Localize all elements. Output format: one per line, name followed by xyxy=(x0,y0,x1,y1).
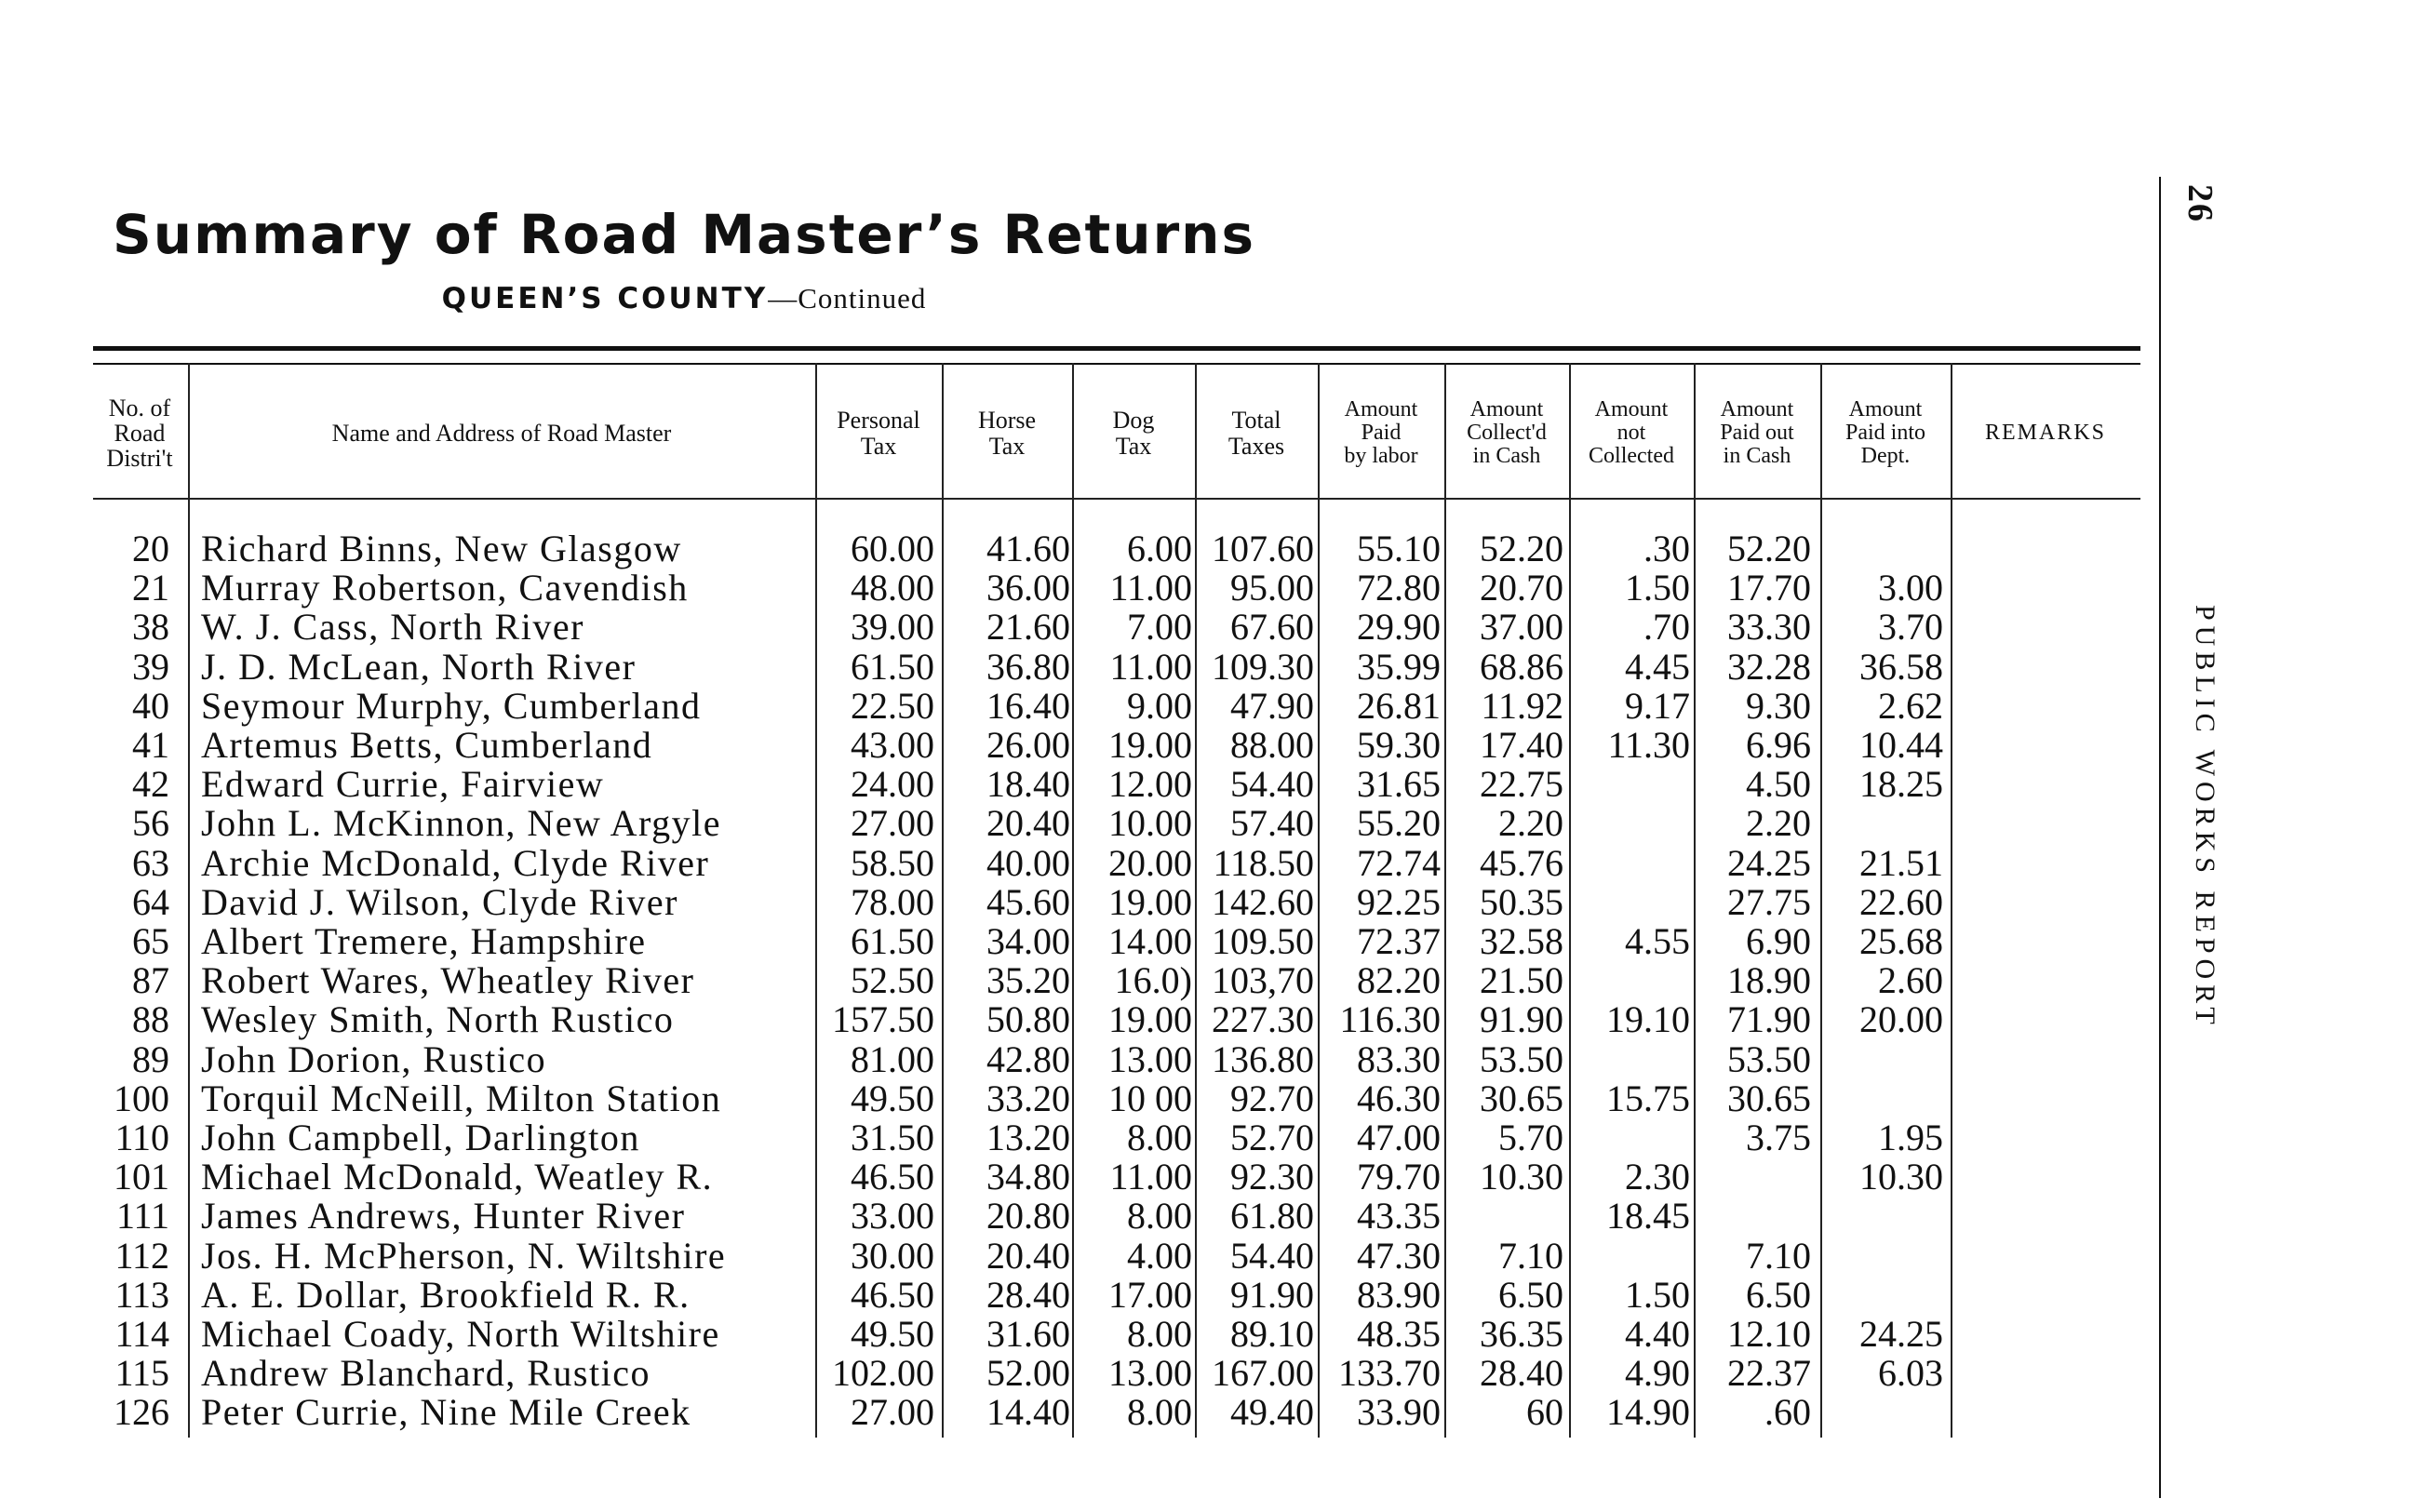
cell-personal-tax: 157.50 xyxy=(832,998,934,1041)
cell-district: 101 xyxy=(114,1156,169,1198)
cell-paid-out-cash: 52.20 xyxy=(1727,528,1811,569)
cell-name: Michael McDonald, Weatley R. xyxy=(201,1156,714,1198)
cell-personal-tax: 46.50 xyxy=(851,1273,934,1316)
cell-paid-by-labor: 59.30 xyxy=(1357,724,1441,766)
cell-dog-tax: 7.00 xyxy=(1127,606,1192,649)
cell-horse-tax: 41.60 xyxy=(986,528,1070,569)
cell-dog-tax: 6.00 xyxy=(1127,528,1192,569)
cell-dog-tax: 9.00 xyxy=(1127,684,1192,727)
cell-paid-out-cash: 17.70 xyxy=(1727,567,1811,609)
cell-district: 89 xyxy=(132,1037,169,1080)
cell-paid-out-cash: 30.65 xyxy=(1727,1077,1811,1119)
cell-not-collected: 4.45 xyxy=(1625,645,1690,688)
cell-horse-tax: 21.60 xyxy=(986,606,1070,649)
header-paid-into-dept: Amount Paid into Dept. xyxy=(1844,396,1925,469)
cell-dog-tax: 13.00 xyxy=(1108,1037,1192,1080)
cell-paid-out-cash: 6.50 xyxy=(1746,1273,1811,1316)
cell-collected-cash: 28.40 xyxy=(1480,1352,1563,1395)
cell-paid-out-cash: .60 xyxy=(1764,1391,1811,1434)
running-header: PUBLIC WORKS REPORT xyxy=(2190,605,2220,1030)
cell-dog-tax: 11.00 xyxy=(1109,1156,1192,1198)
cell-horse-tax: 40.00 xyxy=(986,841,1070,884)
cell-collected-cash: 45.76 xyxy=(1480,841,1563,884)
cell-horse-tax: 50.80 xyxy=(986,998,1070,1041)
cell-total-taxes: 227.30 xyxy=(1212,998,1314,1041)
cell-personal-tax: 52.50 xyxy=(851,959,934,1002)
cell-personal-tax: 31.50 xyxy=(851,1117,934,1158)
cell-collected-cash: 91.90 xyxy=(1480,998,1563,1041)
cell-name: Wesley Smith, North Rustico xyxy=(201,998,675,1041)
cell-collected-cash: 32.58 xyxy=(1480,920,1563,962)
cell-paid-by-labor: 82.20 xyxy=(1357,959,1441,1002)
header-total-taxes: Total Taxes xyxy=(1227,407,1285,460)
cell-not-collected: .70 xyxy=(1643,606,1690,649)
cell-paid-out-cash: 12.10 xyxy=(1727,1313,1811,1355)
cell-personal-tax: 61.50 xyxy=(851,645,934,688)
cell-paid-by-labor: 92.25 xyxy=(1357,880,1441,923)
cell-personal-tax: 78.00 xyxy=(851,880,934,923)
cell-total-taxes: 92.30 xyxy=(1230,1156,1314,1198)
page-subtitle xyxy=(0,282,1368,315)
cell-dog-tax: 8.00 xyxy=(1127,1117,1192,1158)
cell-horse-tax: 36.80 xyxy=(986,645,1070,688)
cell-paid-into-dept: 2.62 xyxy=(1878,684,1943,727)
table-row xyxy=(0,1234,2140,1277)
table-row xyxy=(0,529,2140,569)
cell-personal-tax: 46.50 xyxy=(851,1156,934,1198)
cell-not-collected: 4.55 xyxy=(1625,920,1690,962)
cell-district: 110 xyxy=(114,1117,169,1158)
cell-not-collected: 2.30 xyxy=(1625,1156,1690,1198)
cell-collected-cash: 7.10 xyxy=(1498,1234,1563,1277)
cell-not-collected: 14.90 xyxy=(1606,1391,1690,1434)
cell-dog-tax: 16.0) xyxy=(1114,959,1192,1002)
cell-paid-out-cash: 24.25 xyxy=(1727,841,1811,884)
cell-collected-cash: 36.35 xyxy=(1480,1313,1563,1355)
cell-horse-tax: 36.00 xyxy=(986,567,1070,609)
cell-personal-tax: 61.50 xyxy=(851,920,934,962)
header-not-collected: Amount not Collected xyxy=(1589,396,1674,469)
cell-paid-by-labor: 83.90 xyxy=(1357,1273,1441,1316)
header-remarks: REMARKS xyxy=(1984,420,2107,445)
cell-collected-cash: 20.70 xyxy=(1480,567,1563,609)
cell-horse-tax: 28.40 xyxy=(986,1273,1070,1316)
cell-horse-tax: 33.20 xyxy=(986,1077,1070,1119)
cell-dog-tax: 4.00 xyxy=(1127,1234,1192,1277)
table-row xyxy=(0,645,2140,688)
cell-total-taxes: 91.90 xyxy=(1230,1273,1314,1316)
cell-paid-into-dept: 21.51 xyxy=(1859,841,1943,884)
cell-paid-into-dept: 1.95 xyxy=(1878,1117,1943,1158)
cell-name: John L. McKinnon, New Argyle xyxy=(201,802,721,845)
cell-paid-out-cash: 7.10 xyxy=(1746,1234,1811,1277)
table-row xyxy=(0,765,2140,804)
cell-total-taxes: 54.40 xyxy=(1230,1234,1314,1277)
header-collected-cash: Amount Collect'd in Cash xyxy=(1467,396,1547,469)
cell-paid-into-dept: 10.44 xyxy=(1859,724,1943,766)
cell-dog-tax: 11.00 xyxy=(1109,567,1192,609)
cell-not-collected: 11.30 xyxy=(1607,724,1690,766)
cell-paid-by-labor: 31.65 xyxy=(1357,763,1441,806)
cell-paid-into-dept: 2.60 xyxy=(1878,959,1943,1002)
table-row xyxy=(0,1393,2140,1432)
cell-district: 114 xyxy=(114,1313,169,1355)
cell-paid-out-cash: 3.75 xyxy=(1746,1117,1811,1158)
cell-horse-tax: 34.80 xyxy=(986,1156,1070,1198)
cell-collected-cash: 53.50 xyxy=(1480,1037,1563,1080)
cell-paid-out-cash: 27.75 xyxy=(1727,880,1811,923)
cell-personal-tax: 48.00 xyxy=(851,567,934,609)
table-row xyxy=(0,880,2140,923)
cell-name: Archie McDonald, Clyde River xyxy=(201,841,710,884)
cell-total-taxes: 47.90 xyxy=(1230,684,1314,727)
cell-paid-by-labor: 48.35 xyxy=(1357,1313,1441,1355)
header-dog-tax: Dog Tax xyxy=(1112,407,1155,460)
cell-personal-tax: 43.00 xyxy=(851,724,934,766)
cell-paid-into-dept: 22.60 xyxy=(1859,880,1943,923)
cell-not-collected: 1.50 xyxy=(1625,567,1690,609)
cell-name: W. J. Cass, North River xyxy=(201,606,584,649)
cell-district: 115 xyxy=(114,1352,169,1395)
cell-paid-out-cash: 6.96 xyxy=(1746,724,1811,766)
cell-dog-tax: 11.00 xyxy=(1109,645,1192,688)
subtitle-suffix: —Continued xyxy=(768,282,927,314)
cell-paid-out-cash: 9.30 xyxy=(1746,684,1811,727)
header-paid-out-cash: Amount Paid out in Cash xyxy=(1720,396,1794,469)
page-number: 26 xyxy=(2180,184,2220,223)
margin-rule xyxy=(2159,177,2161,1498)
cell-paid-by-labor: 43.35 xyxy=(1357,1195,1441,1238)
cell-collected-cash: 30.65 xyxy=(1480,1077,1563,1119)
cell-not-collected: 1.50 xyxy=(1625,1273,1690,1316)
cell-paid-out-cash: 4.50 xyxy=(1746,763,1811,806)
cell-paid-into-dept: 6.03 xyxy=(1878,1352,1943,1395)
cell-paid-out-cash: 53.50 xyxy=(1727,1037,1811,1080)
cell-district: 87 xyxy=(132,959,169,1002)
cell-district: 113 xyxy=(114,1273,169,1316)
cell-name: James Andrews, Hunter River xyxy=(201,1195,686,1238)
cell-not-collected: 9.17 xyxy=(1625,684,1690,727)
cell-personal-tax: 22.50 xyxy=(851,684,934,727)
cell-paid-by-labor: 72.80 xyxy=(1357,567,1441,609)
cell-total-taxes: 136.80 xyxy=(1212,1037,1314,1080)
cell-collected-cash: 10.30 xyxy=(1480,1156,1563,1198)
cell-paid-into-dept: 10.30 xyxy=(1859,1156,1943,1198)
cell-dog-tax: 8.00 xyxy=(1127,1195,1192,1238)
cell-total-taxes: 142.60 xyxy=(1212,880,1314,923)
cell-district: 42 xyxy=(132,763,169,806)
cell-horse-tax: 18.40 xyxy=(986,763,1070,806)
cell-name: Robert Wares, Wheatley River xyxy=(201,959,695,1002)
cell-name: J. D. McLean, North River xyxy=(201,645,637,688)
cell-collected-cash: 37.00 xyxy=(1480,606,1563,649)
cell-paid-out-cash: 32.28 xyxy=(1727,645,1811,688)
cell-personal-tax: 39.00 xyxy=(851,606,934,649)
cell-paid-by-labor: 72.74 xyxy=(1357,841,1441,884)
cell-horse-tax: 52.00 xyxy=(986,1352,1070,1395)
cell-name: Edward Currie, Fairview xyxy=(201,763,605,806)
cell-district: 88 xyxy=(132,998,169,1041)
header-rule xyxy=(93,498,2140,500)
cell-collected-cash: 68.86 xyxy=(1480,645,1563,688)
cell-total-taxes: 109.50 xyxy=(1212,920,1314,962)
cell-paid-by-labor: 47.00 xyxy=(1357,1117,1441,1158)
cell-collected-cash: 6.50 xyxy=(1498,1273,1563,1316)
cell-district: 38 xyxy=(132,606,169,649)
cell-dog-tax: 12.00 xyxy=(1108,763,1192,806)
cell-personal-tax: 49.50 xyxy=(851,1077,934,1119)
cell-total-taxes: 52.70 xyxy=(1230,1117,1314,1158)
cell-horse-tax: 20.80 xyxy=(986,1195,1070,1238)
cell-personal-tax: 58.50 xyxy=(851,841,934,884)
top-rule-thick xyxy=(93,346,2140,351)
cell-personal-tax: 27.00 xyxy=(851,802,934,845)
cell-horse-tax: 34.00 xyxy=(986,920,1070,962)
cell-total-taxes: 88.00 xyxy=(1230,724,1314,766)
cell-district: 111 xyxy=(115,1195,169,1238)
cell-total-taxes: 109.30 xyxy=(1212,645,1314,688)
cell-horse-tax: 45.60 xyxy=(986,880,1070,923)
cell-district: 39 xyxy=(132,645,169,688)
header-name: Name and Address of Road Master xyxy=(331,419,672,447)
cell-paid-into-dept: 36.58 xyxy=(1859,645,1943,688)
cell-collected-cash: 2.20 xyxy=(1498,802,1563,845)
cell-total-taxes: 92.70 xyxy=(1230,1077,1314,1119)
cell-total-taxes: 167.00 xyxy=(1212,1352,1314,1395)
cell-name: A. E. Dollar, Brookfield R. R. xyxy=(201,1273,691,1316)
cell-dog-tax: 10.00 xyxy=(1108,802,1192,845)
cell-horse-tax: 20.40 xyxy=(986,802,1070,845)
cell-personal-tax: 24.00 xyxy=(851,763,934,806)
cell-name: Michael Coady, North Wiltshire xyxy=(201,1313,720,1355)
top-rule-thin xyxy=(93,363,2140,365)
cell-dog-tax: 20.00 xyxy=(1108,841,1192,884)
county-name: QUEEN’S COUNTY xyxy=(441,282,769,315)
table-row xyxy=(0,569,2140,608)
cell-not-collected: 18.45 xyxy=(1606,1195,1690,1238)
cell-paid-by-labor: 55.10 xyxy=(1357,528,1441,569)
cell-paid-by-labor: 133.70 xyxy=(1338,1352,1441,1395)
cell-district: 41 xyxy=(132,724,169,766)
table-row xyxy=(0,684,2140,727)
cell-collected-cash: 17.40 xyxy=(1480,724,1563,766)
cell-paid-out-cash: 33.30 xyxy=(1727,606,1811,649)
cell-personal-tax: 102.00 xyxy=(832,1352,934,1395)
cell-horse-tax: 42.80 xyxy=(986,1037,1070,1080)
cell-horse-tax: 13.20 xyxy=(986,1117,1070,1158)
table-row xyxy=(0,726,2140,765)
cell-paid-by-labor: 26.81 xyxy=(1357,684,1441,727)
cell-district: 63 xyxy=(132,841,169,884)
header-district: No. of Road Distri't xyxy=(106,394,173,473)
cell-total-taxes: 54.40 xyxy=(1230,763,1314,806)
cell-name: Torquil McNeill, Milton Station xyxy=(201,1077,722,1119)
cell-paid-into-dept: 24.25 xyxy=(1859,1313,1943,1355)
cell-personal-tax: 81.00 xyxy=(851,1037,934,1080)
cell-dog-tax: 8.00 xyxy=(1127,1391,1192,1434)
cell-name: David J. Wilson, Clyde River xyxy=(201,880,678,923)
header-personal-tax: Personal Tax xyxy=(837,407,920,460)
cell-name: Peter Currie, Nine Mile Creek xyxy=(201,1391,691,1434)
cell-name: Artemus Betts, Cumberland xyxy=(201,724,653,766)
cell-personal-tax: 33.00 xyxy=(851,1195,934,1238)
cell-dog-tax: 10 00 xyxy=(1108,1077,1192,1119)
table-row xyxy=(0,1315,2140,1354)
cell-not-collected: 19.10 xyxy=(1606,998,1690,1041)
cell-personal-tax: 27.00 xyxy=(851,1391,934,1434)
cell-collected-cash: 11.92 xyxy=(1481,684,1563,727)
header-paid-by-labor: Amount Paid by labor xyxy=(1344,396,1418,469)
cell-name: Jos. H. McPherson, N. Wiltshire xyxy=(201,1234,727,1277)
table-row xyxy=(0,922,2140,961)
table-row xyxy=(0,1273,2140,1316)
page-title: Summary of Road Master’s Returns xyxy=(113,203,1255,266)
cell-dog-tax: 17.00 xyxy=(1108,1273,1192,1316)
cell-paid-into-dept: 25.68 xyxy=(1859,920,1943,962)
cell-personal-tax: 49.50 xyxy=(851,1313,934,1355)
cell-name: Andrew Blanchard, Rustico xyxy=(201,1352,651,1395)
cell-horse-tax: 14.40 xyxy=(986,1391,1070,1434)
cell-horse-tax: 16.40 xyxy=(986,684,1070,727)
cell-paid-by-labor: 116.30 xyxy=(1339,998,1441,1041)
cell-paid-out-cash: 22.37 xyxy=(1727,1352,1811,1395)
cell-dog-tax: 13.00 xyxy=(1108,1352,1192,1395)
cell-collected-cash: 5.70 xyxy=(1498,1117,1563,1158)
table-row xyxy=(0,1037,2140,1080)
cell-collected-cash: 21.50 xyxy=(1480,959,1563,1002)
cell-dog-tax: 19.00 xyxy=(1108,724,1192,766)
cell-paid-into-dept: 3.00 xyxy=(1878,567,1943,609)
cell-paid-by-labor: 33.90 xyxy=(1357,1391,1441,1434)
table-row xyxy=(0,1157,2140,1197)
cell-name: John Dorion, Rustico xyxy=(201,1037,547,1080)
cell-dog-tax: 8.00 xyxy=(1127,1313,1192,1355)
cell-dog-tax: 14.00 xyxy=(1108,920,1192,962)
cell-collected-cash: 22.75 xyxy=(1480,763,1563,806)
cell-paid-by-labor: 79.70 xyxy=(1357,1156,1441,1198)
header-horse-tax: Horse Tax xyxy=(977,407,1037,460)
cell-district: 40 xyxy=(132,684,169,727)
cell-name: Albert Tremere, Hampshire xyxy=(201,920,647,962)
cell-name: Seymour Murphy, Cumberland xyxy=(201,684,702,727)
table-row xyxy=(0,961,2140,1000)
cell-personal-tax: 30.00 xyxy=(851,1234,934,1277)
cell-district: 64 xyxy=(132,880,169,923)
cell-total-taxes: 67.60 xyxy=(1230,606,1314,649)
cell-name: Murray Robertson, Cavendish xyxy=(201,567,689,609)
cell-name: Richard Binns, New Glasgow xyxy=(201,528,682,569)
cell-paid-out-cash: 2.20 xyxy=(1746,802,1811,845)
cell-paid-by-labor: 46.30 xyxy=(1357,1077,1441,1119)
table-row xyxy=(0,1118,2140,1157)
table-row xyxy=(0,841,2140,884)
cell-paid-out-cash: 71.90 xyxy=(1727,998,1811,1041)
cell-total-taxes: 95.00 xyxy=(1230,567,1314,609)
cell-dog-tax: 19.00 xyxy=(1108,880,1192,923)
table-row xyxy=(0,1000,2140,1039)
cell-paid-into-dept: 20.00 xyxy=(1859,998,1943,1041)
cell-district: 65 xyxy=(132,920,169,962)
cell-district: 56 xyxy=(132,802,169,845)
cell-total-taxes: 61.80 xyxy=(1230,1195,1314,1238)
cell-horse-tax: 35.20 xyxy=(986,959,1070,1002)
cell-not-collected: 4.40 xyxy=(1625,1313,1690,1355)
cell-paid-into-dept: 18.25 xyxy=(1859,763,1943,806)
cell-paid-by-labor: 29.90 xyxy=(1357,606,1441,649)
cell-collected-cash: 60 xyxy=(1526,1391,1563,1434)
cell-paid-by-labor: 35.99 xyxy=(1357,645,1441,688)
cell-not-collected: 4.90 xyxy=(1625,1352,1690,1395)
cell-paid-into-dept: 3.70 xyxy=(1878,606,1943,649)
cell-district: 126 xyxy=(114,1391,169,1434)
cell-dog-tax: 19.00 xyxy=(1108,998,1192,1041)
cell-paid-by-labor: 83.30 xyxy=(1357,1037,1441,1080)
table-row xyxy=(0,1197,2140,1236)
cell-name: John Campbell, Darlington xyxy=(201,1117,640,1158)
cell-paid-by-labor: 55.20 xyxy=(1357,802,1441,845)
cell-horse-tax: 20.40 xyxy=(986,1234,1070,1277)
cell-total-taxes: 118.50 xyxy=(1213,841,1314,884)
cell-total-taxes: 107.60 xyxy=(1212,528,1314,569)
cell-horse-tax: 31.60 xyxy=(986,1313,1070,1355)
table-row xyxy=(0,608,2140,647)
cell-horse-tax: 26.00 xyxy=(986,724,1070,766)
cell-collected-cash: 52.20 xyxy=(1480,528,1563,569)
cell-personal-tax: 60.00 xyxy=(851,528,934,569)
cell-district: 100 xyxy=(114,1077,169,1119)
cell-collected-cash: 50.35 xyxy=(1480,880,1563,923)
cell-paid-by-labor: 47.30 xyxy=(1357,1234,1441,1277)
table-row xyxy=(0,1079,2140,1118)
cell-not-collected: 15.75 xyxy=(1606,1077,1690,1119)
cell-paid-out-cash: 6.90 xyxy=(1746,920,1811,962)
cell-district: 112 xyxy=(114,1234,169,1277)
cell-paid-out-cash: 18.90 xyxy=(1727,959,1811,1002)
cell-district: 20 xyxy=(132,528,169,569)
cell-total-taxes: 57.40 xyxy=(1230,802,1314,845)
cell-district: 21 xyxy=(132,567,169,609)
table-row xyxy=(0,804,2140,843)
cell-total-taxes: 49.40 xyxy=(1230,1391,1314,1434)
cell-paid-by-labor: 72.37 xyxy=(1357,920,1441,962)
table-row xyxy=(0,1354,2140,1393)
cell-total-taxes: 89.10 xyxy=(1230,1313,1314,1355)
cell-not-collected: .30 xyxy=(1643,528,1690,569)
cell-total-taxes: 103,70 xyxy=(1212,959,1314,1002)
